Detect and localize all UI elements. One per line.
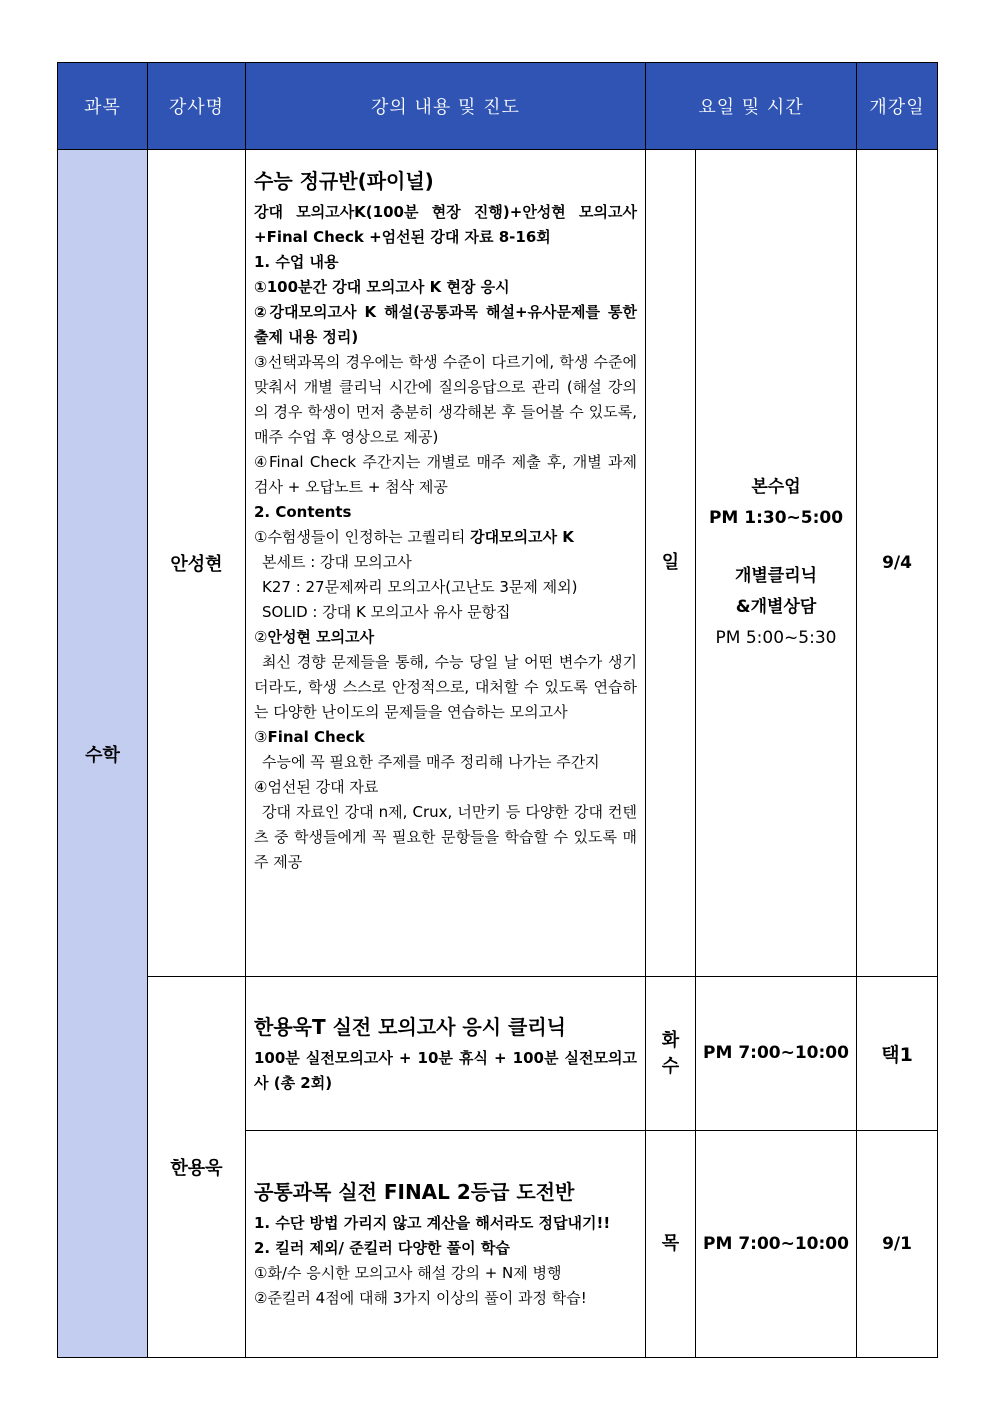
open-date-cell: 택1	[857, 977, 938, 1131]
header-row	[58, 63, 938, 150]
open-date-cell: 9/1	[857, 1131, 938, 1358]
time-cell	[696, 150, 857, 977]
course-row	[58, 150, 938, 977]
content-item: ①화/수 응시한 모의고사 해설 강의 + N제 병행	[254, 1264, 562, 1282]
time-value: PM 7:00~10:00	[703, 1233, 849, 1254]
content-item: 강대 자료인 강대 n제, Crux, 너만키 등 다양한 강대 컨텐츠 중 학생들에게 꼭 필요한 문항들을 학습할 수 있도록 매주 제공	[254, 803, 637, 871]
course-title: 한용욱T 실전 모의고사 응시 클리닉	[254, 1014, 566, 1039]
day-cell: 일	[646, 150, 696, 977]
day-cell	[646, 977, 696, 1131]
content-item	[254, 525, 637, 550]
section-heading: 2. Contents	[254, 503, 352, 521]
subject-cell: 수학	[58, 150, 148, 1358]
time-label: 개별클리닉	[734, 566, 818, 586]
content-item	[254, 725, 637, 750]
content-item: SOLID : 강대 K 모의고사 유사 문항집	[262, 603, 511, 621]
header-teacher: 강사명	[148, 63, 246, 150]
content-text: ③	[254, 728, 268, 746]
header-schedule: 요일 및 시간	[646, 63, 857, 150]
teacher-cell: 한용욱	[148, 977, 246, 1358]
header-content: 강의 내용 및 진도	[246, 63, 646, 150]
spacer	[696, 534, 856, 561]
course-content	[246, 1131, 646, 1358]
header-open-date: 개강일	[857, 63, 938, 150]
course-title: 수능 정규반(파이널)	[254, 169, 434, 193]
time-value: PM 1:30~5:00	[708, 508, 844, 528]
content-item: 2. 킬러 제외/ 준킬러 다양한 풀이 학습	[254, 1239, 510, 1257]
course-content	[246, 977, 646, 1131]
course-content	[246, 150, 646, 977]
day-cell: 목	[646, 1131, 696, 1358]
time-label: 본수업	[751, 477, 801, 497]
content-item: 1. 수단 방법 가리지 않고 계산을 해서라도 정답내기!!	[254, 1214, 611, 1232]
course-title: 공통과목 실전 FINAL 2등급 도전반	[254, 1180, 575, 1204]
course-row	[58, 977, 938, 1131]
course-summary: 100분 실전모의고사 + 10분 휴식 + 100분 실전모의고사 (총 2회)	[254, 1048, 637, 1092]
content-item: ②준킬러 4점에 대해 3가지 이상의 풀이 과정 학습!	[254, 1289, 587, 1307]
time-cell	[696, 977, 857, 1131]
content-item: 본세트 : 강대 모의고사	[262, 553, 412, 571]
content-item: ④엄선된 강대 자료	[254, 778, 379, 796]
day-value: 화	[661, 1029, 680, 1051]
content-item: 최신 경향 문제들을 통해, 수능 당일 날 어떤 변수가 생기더라도, 학생 스스로 안정적으로, 대처할 수 있도록 연습하는 다양한 난이도의 문제들을 연습하는 모의고사	[254, 653, 637, 721]
section-heading: 1. 수업 내용	[254, 253, 339, 271]
day-value: 수	[661, 1055, 680, 1077]
content-highlight: 강대모의고사 K	[470, 528, 574, 546]
content-item: ②강대모의고사 K 해설(공통과목 해설+유사문제를 통한 출제 내용 정리)	[254, 303, 637, 346]
content-highlight: Final Check	[267, 728, 365, 746]
content-highlight: 안성현 모의고사	[267, 628, 375, 646]
content-item: 수능에 꼭 필요한 주제를 매주 정리해 나가는 주간지	[262, 753, 600, 771]
teacher-cell: 안성현	[148, 150, 246, 977]
content-text: ①수험생들이 인정하는 고퀄리티	[254, 528, 471, 546]
content-item: K27 : 27문제짜리 모의고사(고난도 3문제 제외)	[262, 578, 578, 596]
content-item: ④Final Check 주간지는 개별로 매주 제출 후, 개별 과제 검사 + 오답노트 + 첨삭 제공	[254, 453, 637, 496]
time-value: PM 5:00~5:30	[715, 628, 837, 648]
content-item: ③선택과목의 경우에는 학생 수준이 다르기에, 학생 수준에 맞춰서 개별 클리닉 시간에 질의응답으로 관리 (해설 강의의 경우 학생이 먼저 충분히 생각해본 후 들어볼 수 있도록, 매주 수업 후 영상으로 제공)	[254, 353, 637, 446]
time-label: &개별상담	[735, 597, 817, 617]
content-item: ①100분간 강대 모의고사 K 현장 응시	[254, 278, 510, 296]
schedule-table	[57, 62, 938, 1358]
time-value: PM 7:00~10:00	[703, 1043, 849, 1063]
header-subject: 과목	[58, 63, 148, 150]
open-date-cell: 9/4	[857, 150, 938, 977]
time-cell	[696, 1131, 857, 1358]
course-summary: 강대 모의고사K(100분 현장 진행)+안성현 모의고사+Final Check +엄선된 강대 자료 8-16회	[254, 203, 637, 246]
content-text: ②	[254, 628, 268, 646]
content-item	[254, 625, 637, 650]
